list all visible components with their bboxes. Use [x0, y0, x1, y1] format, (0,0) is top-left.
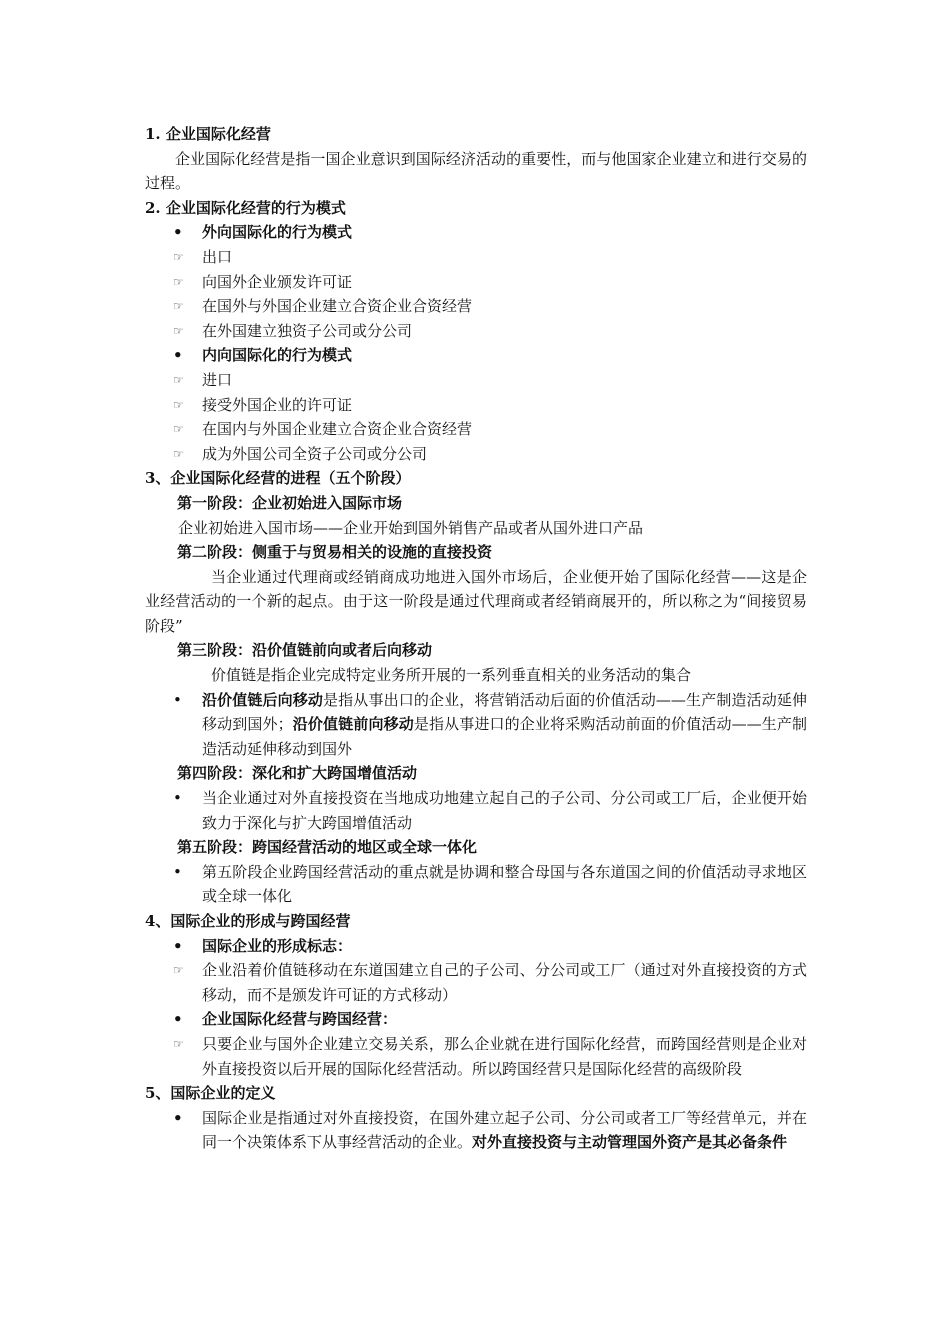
bullet-icon: •	[173, 936, 183, 955]
definition-bullet	[145, 1106, 807, 1155]
stage-5-bullet	[145, 860, 807, 909]
formation-text: 企业沿着价值链移动在东道国建立自己的子公司、分公司或工厂（通过对外直接投资的方式移动，而不是颁发许可证的方式移动）	[202, 961, 807, 1004]
stage-5-text: 第五阶段企业跨国经营活动的重点就是协调和整合母国与各东道国之间的价值活动寻求地区或全球一体化	[202, 862, 807, 906]
list-item-text: 向国外企业颁发许可证	[202, 272, 353, 291]
pointing-hand-icon: ☞	[173, 274, 184, 289]
stage-2-title: 第二阶段：侧重于与贸易相关的设施的直接投资	[177, 543, 493, 562]
backward-move-text: 是指从事出口的企业，将营销活动后面的价值活动——生产制造活动延伸移动到国外；	[202, 690, 807, 734]
list-item	[145, 442, 807, 467]
list-item	[145, 319, 807, 344]
bullet-icon: •	[173, 223, 183, 242]
list-item	[145, 393, 807, 418]
inward-title: 内向国际化的行为模式	[202, 346, 353, 365]
list-item	[145, 245, 807, 270]
section-5-title: 5、国际企业的定义	[145, 1084, 276, 1103]
section-4-title: 4、国际企业的形成与跨国经营	[145, 912, 351, 930]
transnational-heading	[145, 1007, 807, 1032]
list-item-text: 出口	[202, 247, 233, 266]
pointing-hand-icon: ☞	[173, 372, 184, 387]
stage-1-title: 第一阶段：企业初始进入国际市场	[177, 493, 403, 512]
list-item	[145, 270, 807, 295]
list-item	[145, 368, 807, 393]
transnational-text: 只要企业与国外企业建立交易关系，那么企业就在进行国际化经营，而跨国经营则是企业对外直接投资以后开展的国际化经营活动。所以跨国经营只是国际化经营的高级阶段	[202, 1034, 807, 1078]
pointing-hand-icon: ☞	[173, 963, 184, 978]
pointing-hand-icon: ☞	[173, 1036, 184, 1051]
bullet-icon: •	[173, 1108, 183, 1127]
stage-3-title: 第三阶段：沿价值链前向或者后向移动	[177, 641, 433, 660]
stage-3-bullet	[145, 688, 807, 762]
bullet-icon: •	[173, 789, 182, 808]
stage-3-text: 价值链是指企业完成特定业务所开展的一系列垂直相关的业务活动的集合	[211, 666, 692, 685]
section-2-title: 2. 企业国际化经营的行为模式	[145, 198, 346, 217]
section-1-title: 1. 企业国际化经营	[145, 125, 271, 143]
definition-bold-text: 对外直接投资与主动管理国外资产是其必备条件	[472, 1133, 788, 1152]
outward-title: 外向国际化的行为模式	[202, 223, 353, 242]
transnational-title: 企业国际化经营与跨国经营：	[202, 1010, 398, 1029]
pointing-hand-icon: ☞	[173, 323, 184, 338]
list-item	[145, 958, 807, 1007]
formation-title: 国际企业的形成标志：	[202, 936, 353, 955]
stage-4-text: 当企业通过对外直接投资在当地成功地建立起自己的子公司、分公司或工厂后，企业便开始致力于深化与扩大跨国增值活动	[202, 789, 807, 832]
list-item-text: 在国外与外国企业建立合资企业合资经营	[202, 297, 473, 316]
bullet-icon: •	[173, 346, 183, 365]
document-page	[145, 122, 807, 1155]
pointing-hand-icon: ☞	[173, 422, 184, 437]
pointing-hand-icon: ☞	[173, 249, 184, 264]
list-item-text: 成为外国公司全资子公司或分公司	[202, 444, 428, 463]
stage-4-bullet	[145, 786, 807, 835]
list-item	[145, 1032, 807, 1081]
stage-4-title: 第四阶段：深化和扩大跨国增值活动	[177, 764, 418, 783]
list-item-text: 进口	[202, 370, 233, 389]
stage-1-text: 企业初始进入国市场——企业开始到国外销售产品或者从国外进口产品	[178, 518, 644, 537]
pointing-hand-icon: ☞	[173, 299, 184, 314]
definition-text: 国际企业是指通过对外直接投资，在国外建立起子公司、分公司或者工厂等经营单元，并在同一个决策体系下从事经营活动的企业。	[202, 1108, 807, 1152]
list-item-text: 在外国建立独资子公司或分公司	[202, 321, 413, 340]
stage-5-title: 第五阶段：跨国经营活动的地区或全球一体化	[177, 838, 478, 857]
outward-heading	[145, 220, 807, 245]
bullet-icon: •	[173, 862, 182, 881]
list-item	[145, 417, 807, 442]
stage-2-text: 当企业通过代理商或经销商成功地进入国外市场后，企业便开始了国际化经营——这是企业经营活动的一个新的起点。由于这一阶段是通过代理商或者经销商展开的，所以称之为“间接贸易阶段”	[145, 567, 807, 635]
pointing-hand-icon: ☞	[173, 397, 184, 412]
bullet-icon: •	[173, 1010, 183, 1029]
list-item-text: 接受外国企业的许可证	[202, 395, 353, 414]
section-3-title: 3、企业国际化经营的进程（五个阶段）	[145, 469, 411, 488]
list-item-text: 在国内与外国企业建立合资企业合资经营	[202, 420, 473, 439]
backward-move-term: 沿价值链后向移动	[202, 690, 324, 709]
bullet-icon: •	[173, 690, 182, 709]
pointing-hand-icon: ☞	[173, 446, 184, 461]
forward-move-text: 是指从事进口的企业将采购活动前面的价值活动——生产制造活动延伸移动到国外	[202, 715, 807, 758]
list-item	[145, 294, 807, 319]
inward-heading	[145, 343, 807, 368]
section-1-text: 企业国际化经营是指一国企业意识到国际经济活动的重要性，而与他国家企业建立和进行交易的过程。	[145, 149, 807, 193]
forward-move-term: 沿价值链前向移动	[292, 715, 414, 734]
formation-heading	[145, 934, 807, 959]
